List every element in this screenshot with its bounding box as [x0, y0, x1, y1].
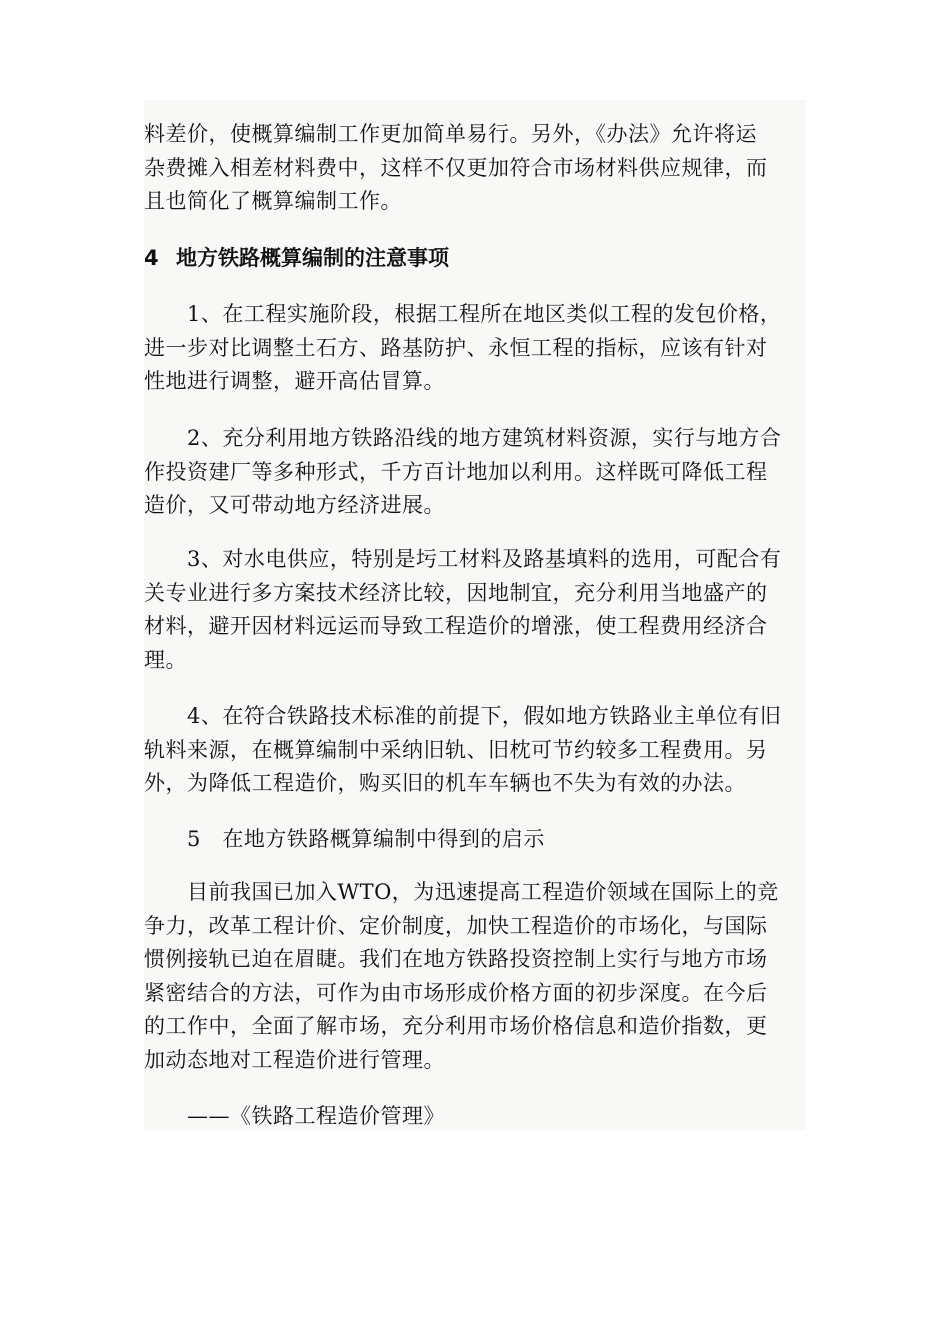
- text-line: 理。: [144, 647, 187, 672]
- paragraph-conclusion: [144, 876, 806, 1077]
- text-line: 5 在地方铁路概算编制中得到的启示: [144, 827, 545, 851]
- source-citation: [144, 1100, 806, 1134]
- text-line: ——《铁路工程造价管理》: [144, 1104, 445, 1128]
- text-line: 的工作中，全面了解市场，充分利用市场价格信息和造价指数，更: [144, 1014, 768, 1038]
- text-line: 材料，避开因材料远运而导致工程造价的增涨，使工程费用经济合: [144, 614, 768, 638]
- paragraph-item-2: [144, 422, 806, 523]
- text-line: 加动态地对工程造价进行管理。: [144, 1047, 445, 1072]
- paragraph-continuation: [144, 118, 806, 219]
- text-line: 且也简化了概算编制工作。: [144, 189, 402, 213]
- text-line: 2、充分利用地方铁路沿线的地方建筑材料资源，实行与地方合: [144, 426, 782, 450]
- text-line: 性地进行调整，避开高估冒算。: [144, 369, 445, 393]
- text-line: 料差价，使概算编制工作更加简单易行。另外，《办法》允许将运: [144, 122, 757, 146]
- text-line: 进一步对比调整土石方、路基防护、永恒工程的指标，应该有针对: [144, 335, 768, 360]
- text-line: 1、在工程实施阶段，根据工程所在地区类似工程的发包价格，: [144, 302, 782, 326]
- text-line: 惯例接轨已迫在眉睫。我们在地方铁路投资控制上实行与地方市场: [144, 947, 768, 971]
- text-line: 4、在符合铁路技术标准的前提下，假如地方铁路业主单位有旧: [144, 704, 782, 728]
- section-heading-5: [144, 823, 806, 857]
- text-line: 轨料来源，在概算编制中采纳旧轨、旧枕可节约较多工程费用。另: [144, 737, 768, 762]
- paragraph-item-4: [144, 700, 806, 801]
- paragraph-item-3: [144, 543, 806, 677]
- text-line: 紧密结合的方法，可作为由市场形成价格方面的初步深度。在今后: [144, 980, 768, 1005]
- text-line: 3、对水电供应，特别是圬工材料及路基填料的选用，可配合有: [144, 547, 782, 571]
- text-line: 外，为降低工程造价，购买旧的机车车辆也不失为有效的办法。: [144, 771, 746, 795]
- text-line: 关专业进行多方案技术经济比较，因地制宜，充分利用当地盛产的: [144, 580, 768, 605]
- text-line: 造价，又可带动地方经济进展。: [144, 493, 445, 517]
- section-number: 4: [144, 246, 159, 270]
- section-title: 地方铁路概算编制的注意事项: [176, 246, 449, 270]
- text-line: 作投资建厂等多种形式，千方百计地加以利用。这样既可降低工程: [144, 459, 768, 484]
- text-line: 目前我国已加入WTO，为迅速提高工程造价领域在国际上的竞: [144, 880, 779, 904]
- text-line: 杂费摊入相差材料费中，这样不仅更加符合市场材料供应规律，而: [144, 155, 768, 180]
- text-line: 争力，改革工程计价、定价制度，加快工程造价的市场化，与国际: [144, 913, 768, 938]
- section-heading-4: [144, 242, 806, 276]
- paragraph-item-1: [144, 298, 806, 399]
